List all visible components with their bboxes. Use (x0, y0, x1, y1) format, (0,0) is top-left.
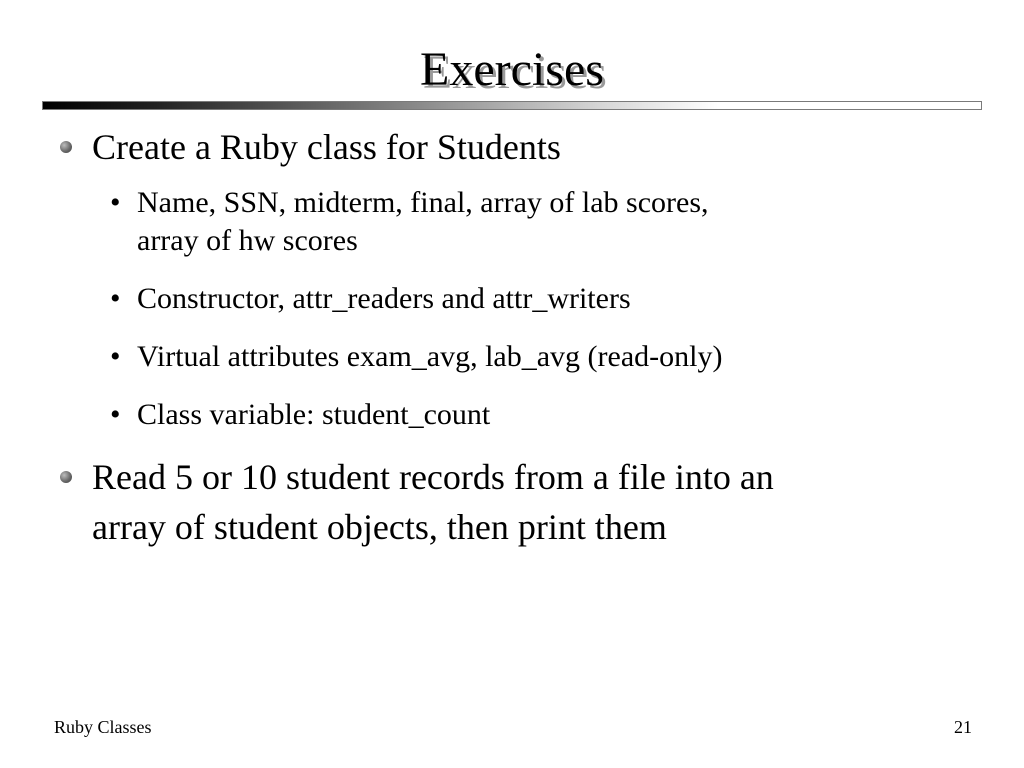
bullet-item (52, 452, 982, 552)
title-underline (42, 101, 982, 110)
bullet-text-line: Read 5 or 10 student records from a file into an (92, 457, 774, 497)
bullet-text: Create a Ruby class for Students (92, 127, 561, 167)
sub-bullet-item (52, 396, 982, 434)
bullet-item (52, 122, 982, 172)
footer-title: Ruby Classes (54, 717, 152, 737)
page-number: 21 (954, 717, 972, 737)
bullet-dot-icon (60, 471, 72, 483)
sub-bullet-dot-icon: • (110, 340, 121, 373)
sub-bullet-dot-icon: • (110, 186, 121, 219)
sub-bullet-text-line: Name, SSN, midterm, final, array of lab scores, (137, 186, 709, 219)
sub-bullet-text-line: Constructor, attr_readers and attr_writers (137, 282, 631, 315)
sub-bullet-item (52, 280, 982, 318)
sub-bullet-item (52, 338, 982, 376)
sub-bullet-text-line: Class variable: student_count (137, 398, 491, 431)
sub-bullet-text-line: Virtual attributes exam_avg, lab_avg (read-only) (137, 340, 723, 373)
bullet-text-line: array of student objects, then print them (92, 507, 667, 547)
sub-bullet-dot-icon: • (110, 398, 121, 431)
sub-bullet-text-line: array of hw scores (137, 224, 358, 257)
sub-bullet-dot-icon: • (110, 282, 121, 315)
bullet-dot-icon (60, 141, 72, 153)
slide-title: Exercises (420, 43, 604, 96)
slide-content (52, 122, 982, 552)
sub-bullet-item (52, 184, 982, 260)
